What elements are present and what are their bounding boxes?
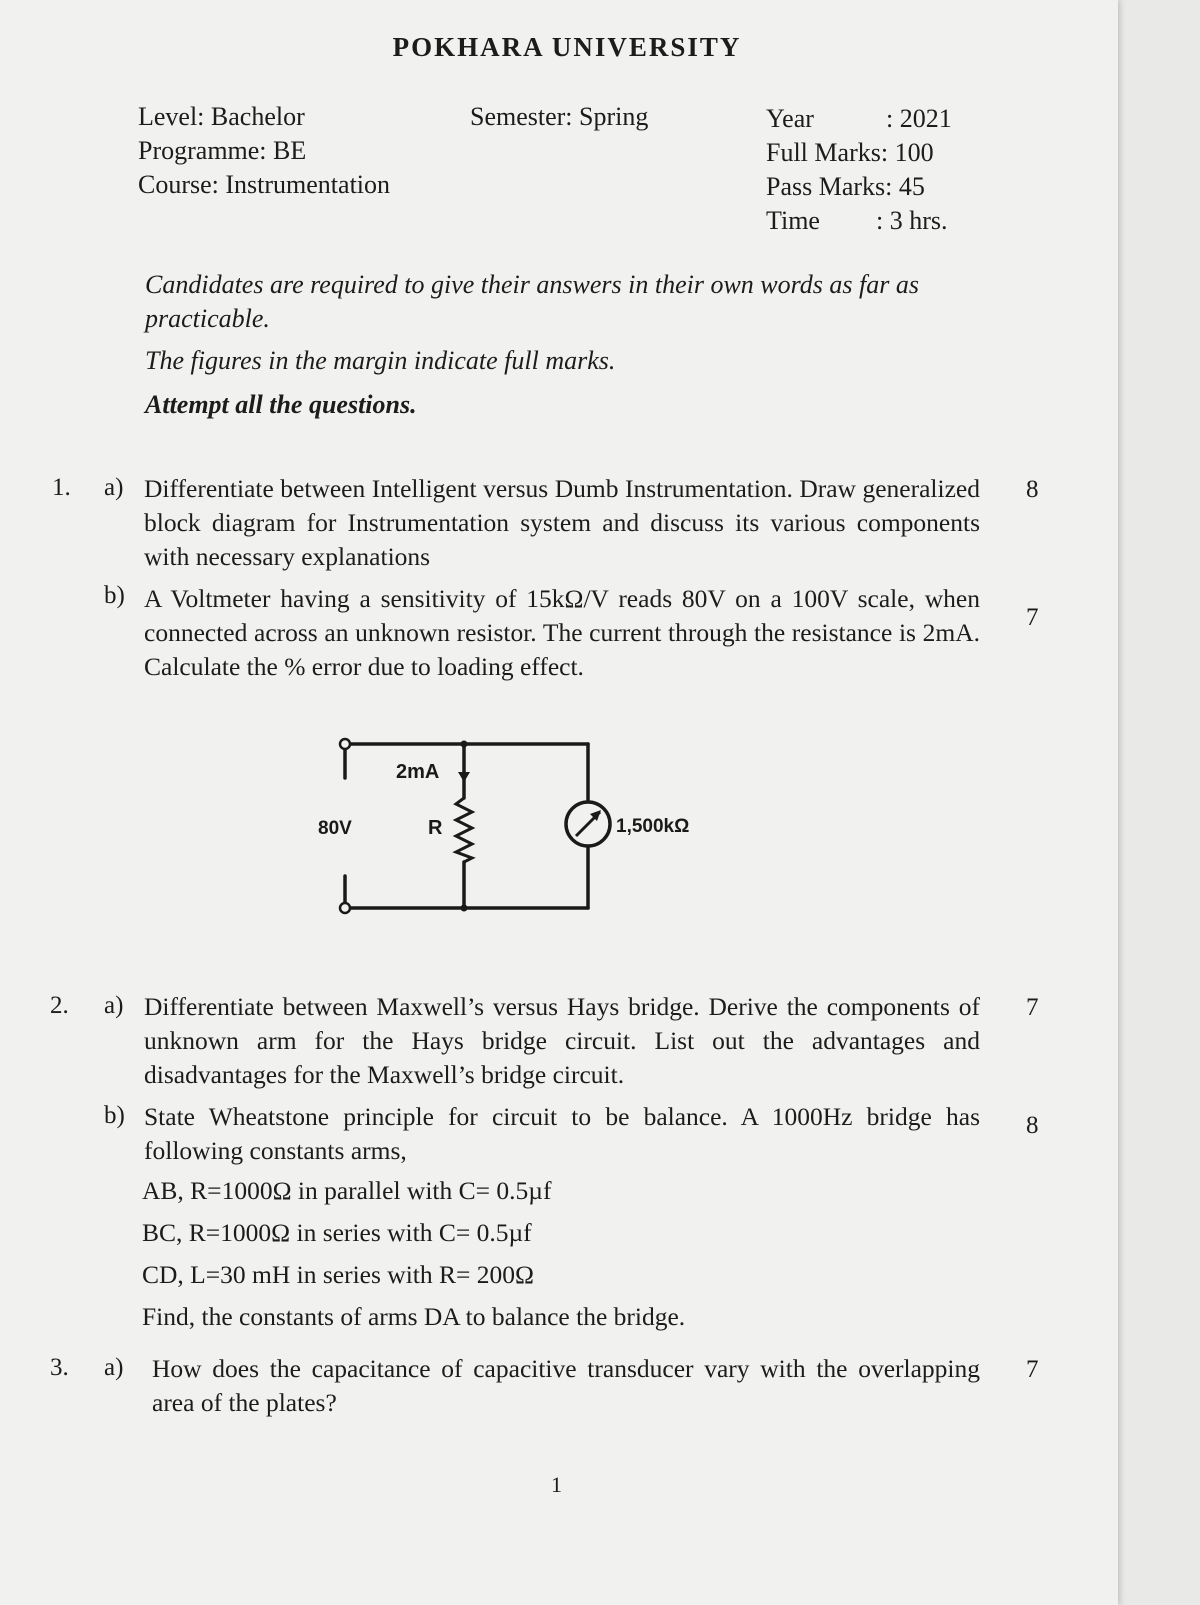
bridge-find-da: Find, the constants of arms DA to balance the bridge. (142, 1302, 686, 1331)
question-text: Differentiate between Intelligent versus Dumb Instrumentation. Draw generalized block diagram for Instrumentation system and discuss its various components with necessary explanations (144, 474, 980, 571)
time-label: Time (766, 206, 820, 235)
level: Level: Bachelor (138, 102, 305, 131)
instruction-marks: The figures in the margin indicate full marks. (145, 346, 616, 375)
current-label: 2mA (396, 761, 440, 783)
voltage-label: 80V (318, 818, 352, 839)
meter-resistance-label: 1,500kΩ (616, 816, 690, 837)
bridge-arm-bc: BC, R=1000Ω in series with C= 0.5µf (142, 1218, 532, 1247)
marks: 8 (1026, 476, 1039, 503)
time-value: : 3 hrs. (876, 206, 948, 235)
voltmeter-icon (566, 802, 610, 846)
question-number: 1. (52, 474, 71, 501)
question-text: A Voltmeter having a sensitivity of 15kΩ/V reads 80V on a 100V scale, when connected across an unknown resistor. The current through the resistance is 2mA. Calculate the % error due to loading effect. (144, 584, 980, 681)
part-label: a) (104, 474, 124, 501)
semester: Semester: Spring (470, 102, 649, 131)
part-label: b) (104, 582, 125, 609)
marks: 8 (1026, 1112, 1039, 1139)
question-text: Differentiate between Maxwell’s versus Hays bridge. Derive the components of unknown arm for the Hays bridge circuit. List out the advantages and disadvantages for the Maxwell’s bridge circuit. (144, 992, 980, 1089)
question-number: 2. (50, 992, 69, 1019)
marks: 7 (1026, 604, 1039, 631)
question-text: State Wheatstone principle for circuit to be balance. A 1000Hz bridge has following constants arms, (144, 1102, 980, 1165)
marks: 7 (1026, 1356, 1039, 1383)
question-number: 3. (50, 1354, 69, 1381)
part-label: a) (104, 1354, 124, 1381)
programme: Programme: BE (138, 136, 307, 165)
part-label: a) (104, 992, 124, 1019)
instruction-own-words: Candidates are required to give their answers in their own words as far as practicable. (145, 270, 919, 333)
university-title: POKHARA UNIVERSITY (392, 32, 742, 62)
resistor-label: R (428, 817, 443, 839)
marks: 7 (1026, 994, 1039, 1021)
full-marks: Full Marks: 100 (766, 138, 934, 167)
question-text: How does the capacitance of capacitive transducer vary with the overlapping area of the plates? (152, 1354, 980, 1417)
pass-marks: Pass Marks: 45 (766, 172, 925, 201)
resistor-icon (456, 798, 472, 862)
current-arrow-icon (458, 756, 470, 782)
voltmeter-loading-circuit (300, 728, 750, 942)
course: Course: Instrumentation (138, 170, 391, 199)
year-label: Year (766, 104, 814, 133)
bridge-arm-cd: CD, L=30 mH in series with R= 200Ω (142, 1260, 534, 1289)
instruction-attempt-all: Attempt all the questions. (145, 390, 417, 419)
page-number: 1 (551, 1472, 562, 1497)
part-label: b) (104, 1102, 125, 1129)
bridge-arm-ab: AB, R=1000Ω in parallel with C= 0.5µf (142, 1176, 552, 1205)
year-value: : 2021 (886, 104, 952, 133)
